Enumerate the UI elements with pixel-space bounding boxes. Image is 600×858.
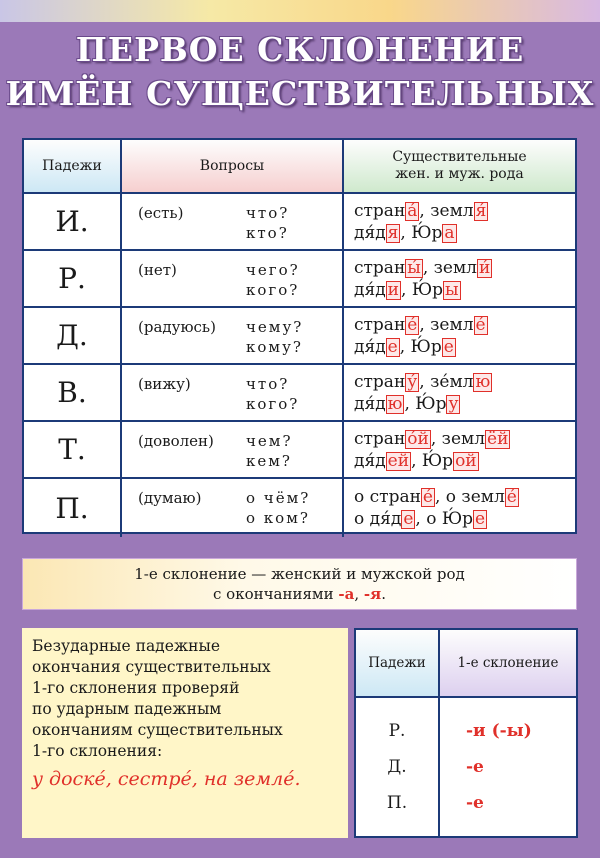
noun-ending: е [387,336,398,357]
table-row [24,251,575,308]
noun-stem: стран [354,428,406,449]
noun-stem: о Ю́р [426,509,473,529]
noun-ending: ю [387,393,403,414]
declension-table-header [24,140,575,194]
header-nouns-line-2: жен. и муж. рода [395,166,524,182]
question-animate: кому? [246,338,303,356]
noun-stem: стран [354,257,406,278]
noun-ending: ёй [487,428,509,449]
noun-separator: , [399,336,411,357]
table-row [24,308,575,365]
rule-prefix: с окончаниями [213,585,339,603]
question-context: (радуюсь) [138,318,216,336]
noun-stem: Ю́р [421,450,454,471]
noun-ending: е́ [422,487,433,507]
noun-ending: е́ [506,487,517,507]
noun-line [354,508,575,530]
noun-stem: Ю́р [415,393,447,414]
noun-line [354,428,575,450]
noun-ending: е́ [407,314,418,335]
nouns-cell [344,194,575,249]
noun-stem: Ю́р [411,222,443,243]
noun-stem: стран [354,371,406,392]
noun-ending: ю [475,371,491,392]
rule-line-2 [213,584,386,604]
question-inanimate: чему? [246,318,304,336]
rule-ending-ya: -я [363,585,382,603]
noun-line [354,336,575,358]
noun-line [354,222,575,244]
endings-values-column [440,698,576,836]
noun-line [354,486,575,508]
nouns-cell [344,308,575,363]
case-label: И. [24,194,122,249]
question-animate: кого? [246,395,300,413]
noun-stem: дя́д [354,279,386,300]
header-nouns [344,140,575,192]
noun-stem: зе́мл [430,371,474,392]
noun-stem: земл [433,257,477,278]
table-row [24,194,575,251]
noun-ending: ы́ [407,257,421,278]
noun-stem: о дя́д [354,509,402,529]
noun-stem: дя́д [354,336,386,357]
table-row [24,365,575,422]
title-line-1: ПЕРВОЕ СКЛОНЕНИЕ [75,30,525,69]
endings-table [354,628,578,838]
noun-stem: о стран [354,487,421,507]
question-animate: кем? [246,452,292,470]
nouns-cell [344,251,575,306]
question-context: (думаю) [138,489,202,507]
noun-stem: дя́д [354,222,386,243]
noun-ending: е [403,509,414,529]
declension-table [22,138,577,534]
noun-stem: Ю́р [410,336,442,357]
noun-separator: , [422,257,434,278]
question-animate: кто? [246,224,289,242]
endings-table-header [356,630,576,698]
noun-ending: е [443,336,454,357]
questions-cell [122,479,344,537]
noun-line [354,200,575,222]
noun-separator: , [434,487,446,507]
question-context: (доволен) [138,432,214,450]
noun-stem: земл [430,314,474,335]
hint-line-3: 1-го склонения проверяй [32,679,240,697]
noun-stem: стран [354,314,406,335]
noun-line [354,279,575,301]
rule-line-1: 1-е склонение — женский и мужской род [134,565,465,583]
rule-banner [22,558,577,610]
hint-example: у доскé, сестрé, на землé. [32,768,301,790]
declension-table-body [24,194,575,537]
noun-separator: , [419,371,431,392]
table-row [24,479,575,537]
question-animate: кого? [246,281,300,299]
endings-header-decl: 1-е склонение [440,630,576,696]
noun-ending: ой [455,450,477,471]
endings-value: -и (-ы) [466,721,532,741]
noun-ending: и [387,279,400,300]
noun-stem: земл [430,200,474,221]
nouns-cell [344,365,575,420]
noun-stem: земл [441,428,486,449]
noun-separator: , [419,314,431,335]
case-label: П. [24,479,122,537]
case-label: Д. [24,308,122,363]
endings-cases-column [356,698,440,836]
rule-comma: , [354,585,364,603]
noun-ending: я [387,222,399,243]
noun-line [354,450,575,472]
question-inanimate: чего? [246,261,300,279]
noun-stem: Ю́р [411,279,443,300]
noun-separator: , [404,393,416,414]
noun-line [354,314,575,336]
endings-case: П. [386,793,408,813]
noun-stem: стран [354,200,406,221]
header-nouns-line-1: Существительные [392,149,527,165]
hint-line-6: 1-го склонения: [32,742,163,760]
header-cases: Падежи [24,140,122,192]
noun-ending: у́ [407,371,418,392]
question-inanimate: что? [246,204,290,222]
question-context: (вижу) [138,375,191,393]
noun-ending: у [448,393,459,414]
nouns-cell [344,422,575,477]
noun-ending: о́й [407,428,429,449]
hint-line-5: окончаниям существительных [32,721,283,739]
noun-line [354,393,575,415]
endings-header-cases: Падежи [356,630,440,696]
noun-stem: дя́д [354,450,386,471]
questions-cell [122,365,344,420]
endings-case: Р. [388,721,406,741]
hint-line-1: Безударные падежные [32,637,220,655]
noun-separator: , [419,200,431,221]
question-inanimate: что? [246,375,290,393]
noun-separator: , [430,428,442,449]
noun-ending: а́ [407,200,418,221]
noun-separator: , [401,279,412,300]
noun-separator: , [411,450,422,471]
nouns-cell [344,479,575,537]
endings-value: -е [466,793,484,813]
noun-separator: , [415,509,427,529]
endings-value: -е [466,757,484,777]
question-context: (есть) [138,204,184,222]
noun-ending: ы [445,279,459,300]
question-context: (нет) [138,261,177,279]
noun-stem: о земл [445,487,505,507]
question-inanimate: о чём? [246,489,311,507]
noun-ending: и́ [478,257,491,278]
rule-ending-a: -а [338,585,355,603]
noun-ending: а [444,222,455,243]
question-inanimate: чем? [246,432,293,450]
case-label: В. [24,365,122,420]
questions-cell [122,194,344,249]
rule-period: . [381,585,386,603]
noun-ending: ей [387,450,410,471]
header-questions: Вопросы [122,140,344,192]
endings-case: Д. [387,757,407,777]
noun-stem: дя́д [354,393,386,414]
question-animate: о ком? [246,509,310,527]
questions-cell [122,422,344,477]
noun-separator: , [400,222,412,243]
case-label: Т. [24,422,122,477]
hint-line-2: окончания существительных [32,658,271,676]
questions-cell [122,251,344,306]
noun-ending: я́ [475,200,487,221]
case-label: Р. [24,251,122,306]
noun-ending: е [475,509,486,529]
noun-line [354,257,575,279]
noun-ending: е́ [475,314,486,335]
title-line-2: ИМЁН СУЩЕСТВИТЕЛЬНЫХ [5,74,595,113]
endings-table-body [356,698,576,836]
hint-box [22,628,348,838]
hint-line-4: по ударным падежным [32,700,222,718]
table-row [24,422,575,479]
noun-line [354,371,575,393]
top-decor-bar [0,0,600,22]
questions-cell [122,308,344,363]
page-title [0,28,600,116]
